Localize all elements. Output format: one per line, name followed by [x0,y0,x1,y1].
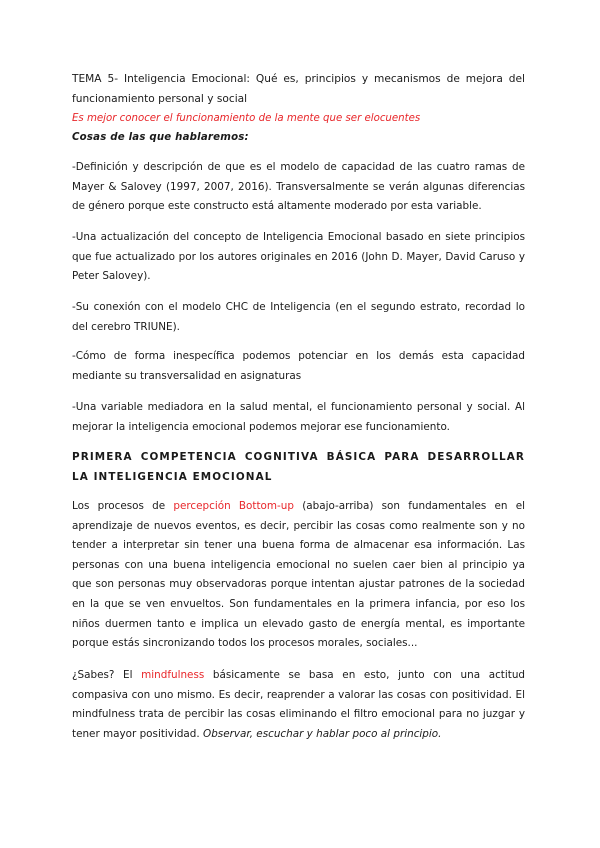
quote-line: Es mejor conocer el funcionamiento de la mente que ser elocuentes [72,113,421,124]
section-heading: PRIMERA COMPETENCIA COGNITIVA BÁSICA PARA DESARROLLAR LA INTELIGENCIA EMOCIONAL [72,451,525,483]
document-title: TEMA 5- Inteligencia Emocional: Qué es, principios y mecanismos de mejora del funcionamiento personal y social [72,73,525,105]
bullet-item: -Una actualización del concepto de Inteligencia Emocional basado en siete principios que fue actualizado por los autores originales en 2016 (John D. Mayer, David Caruso y Peter Salovey). [72,231,525,283]
paragraph-bottom-up [72,497,525,654]
topics-heading: Cosas de las que hablaremos: [72,132,249,143]
bullet-item: -Cómo de forma inespecífica podemos potenciar en los demás esta capacidad mediante su transversalidad en asignaturas [72,350,525,382]
highlight-term: percepción Bottom-up [173,500,294,512]
italic-phrase: Observar, escuchar y hablar poco al principio. [203,727,442,740]
paragraph-text: ¿Sabes? El [72,669,142,681]
bullet-item: -Una variable mediadora en la salud mental, el funcionamiento personal y social. Al mejorar la inteligencia emocional podemos mejorar ese funcionamiento. [72,401,525,433]
paragraph-text: (abajo-arriba) son fundamentales en el aprendizaje de nuevos eventos, es decir, percibir las cosas como realmente son y no tender a interpretar sin tener una buena forma de almacenar esa información. Las personas con una buena inteligencia emocional no suelen caer bien al principio ya que son personas muy observadoras porque intentan ajustar patrones de la sociedad en la que se ven envueltos. Son fundamentales en la primera infancia, por eso los niños duermen tanto e implica un elevado gasto de energía mental, es importante porque estás sincronizando todos los procesos morales, sociales... [72,500,526,650]
paragraph-text: Los procesos de [72,500,174,512]
paragraph-text: básicamente se basa en esto, junto con una actitud compasiva con uno mismo. Es decir, reaprender a valorar las cosas con positividad. El mindfulness trata de percibir las cosas eliminando el filtro emocional para no juzgar y tener mayor positividad. [72,669,526,740]
paragraph-mindfulness [72,666,525,744]
highlight-term: mindfulness [141,669,205,681]
bullet-item: -Definición y descripción de que es el modelo de capacidad de las cuatro ramas de Mayer & Salovey (1997, 2007, 2016). Transversalmente se verán algunas diferencias de género porque este constructo está altamente moderado por esta variable. [72,161,525,213]
bullet-item: -Su conexión con el modelo CHC de Inteligencia (en el segundo estrato, recordad lo del cerebro TRIUNE). [72,301,525,333]
